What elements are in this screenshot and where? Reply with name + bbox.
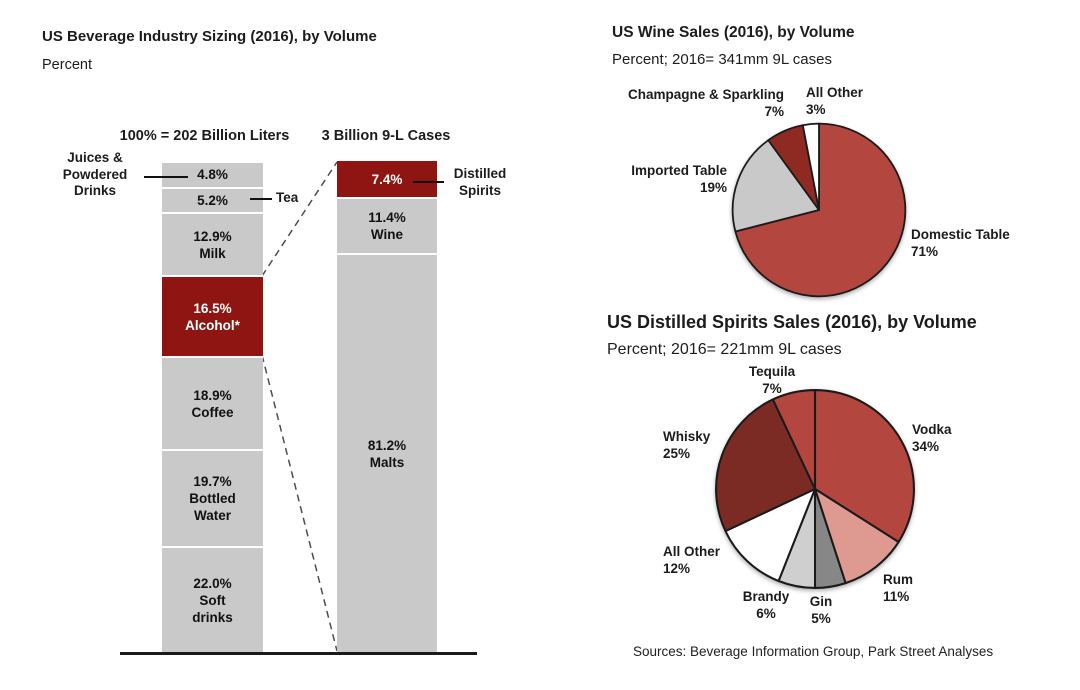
slice-name: Domestic Table bbox=[911, 227, 1010, 242]
label-line: Juices & bbox=[67, 150, 123, 165]
connector-tea bbox=[250, 198, 272, 200]
stacked-bar-total-beverage bbox=[162, 163, 263, 654]
slice-pct: 12% bbox=[663, 561, 691, 576]
label-line: Distilled bbox=[453, 166, 507, 181]
segment-pct-label: 81.2% bbox=[367, 438, 407, 454]
slice-pct: 11% bbox=[883, 589, 910, 604]
bar-segment-alcohol bbox=[162, 275, 263, 356]
spirits-label-vodka bbox=[912, 421, 952, 455]
wine-pie-subtitle: Percent; 2016= 341mm 9L cases bbox=[612, 51, 832, 68]
slice-pct: 25% bbox=[663, 446, 691, 461]
segment-pct-label: 11.4% bbox=[368, 210, 406, 226]
wine-label-all-other bbox=[806, 84, 863, 118]
spirits-label-gin bbox=[801, 593, 841, 627]
spirits-label-tequila bbox=[742, 363, 802, 397]
label-distilled-spirits bbox=[446, 166, 514, 199]
segment-name-label: Water bbox=[193, 508, 231, 524]
slice-name: Vodka bbox=[912, 422, 952, 437]
slice-pct: 7% bbox=[762, 381, 782, 396]
slice-pct: 7% bbox=[764, 104, 784, 119]
slice-name: Tequila bbox=[748, 364, 796, 379]
slice-name: All Other bbox=[806, 85, 864, 100]
bar-segment-coffee bbox=[162, 356, 263, 449]
segment-name-label: Malts bbox=[369, 455, 405, 471]
segment-pct-label: 7.4% bbox=[371, 171, 403, 187]
wine-label-domestic-table bbox=[911, 226, 1010, 260]
segment-name-label: Bottled bbox=[189, 491, 236, 507]
connector-juices bbox=[144, 176, 188, 178]
dashed-line-top bbox=[262, 162, 337, 276]
spirits-label-all-other bbox=[663, 543, 720, 577]
bar-column-header-cases: 3 Billion 9-L Cases bbox=[321, 128, 451, 144]
bar-segment-milk bbox=[162, 212, 263, 275]
axis-baseline bbox=[120, 652, 477, 655]
bar-segment-wine bbox=[337, 197, 437, 253]
bar-segment-bottled-water bbox=[162, 449, 263, 546]
slice-pct: 3% bbox=[806, 102, 826, 117]
stacked-bar-alcohol-detail bbox=[337, 161, 437, 653]
segment-pct-label: 12.9% bbox=[193, 228, 232, 244]
segment-pct-label: 4.8% bbox=[197, 167, 228, 183]
slice-pct: 71% bbox=[911, 244, 939, 259]
slice-pct: 34% bbox=[912, 439, 940, 454]
slice-name: Brandy bbox=[742, 589, 790, 604]
segment-name-label: Soft bbox=[199, 593, 226, 609]
slice-name: Imported Table bbox=[631, 163, 727, 178]
spirits-label-brandy bbox=[737, 588, 795, 622]
bar-segment-tea bbox=[162, 187, 263, 213]
slice-pct: 5% bbox=[811, 611, 831, 626]
segment-pct-label: 5.2% bbox=[197, 192, 228, 208]
bar-segment-malts bbox=[337, 253, 437, 653]
segment-name-label: Milk bbox=[199, 245, 226, 261]
bar-chart-title: US Beverage Industry Sizing (2016), by Volume bbox=[42, 28, 377, 45]
spirits-label-rum bbox=[883, 571, 913, 605]
segment-name-label: Coffee bbox=[191, 404, 234, 420]
segment-name-label: Alcohol* bbox=[185, 317, 240, 333]
wine-label-imported-table bbox=[607, 162, 727, 196]
label-line: Powdered bbox=[62, 166, 128, 182]
label-juices-powdered-drinks bbox=[44, 150, 146, 200]
bar-column-header-liters: 100% = 202 Billion Liters bbox=[119, 128, 290, 144]
connector-distilled-spirits bbox=[413, 181, 444, 183]
slice-pct: 6% bbox=[756, 606, 776, 621]
spirits-pie-subtitle: Percent; 2016= 221mm 9L cases bbox=[607, 341, 842, 358]
wine-label-champagne-sparkling bbox=[597, 86, 784, 120]
segment-pct-label: 19.7% bbox=[193, 474, 232, 490]
slice-pct: 19% bbox=[699, 180, 727, 195]
slice-name: Whisky bbox=[663, 429, 711, 444]
label-line: Spirits bbox=[458, 182, 501, 198]
label-tea: Tea bbox=[276, 190, 299, 205]
slice-name: Rum bbox=[883, 572, 913, 587]
segment-name-label: drinks bbox=[192, 610, 233, 626]
bar-segment-juices-powdered-drinks bbox=[162, 163, 263, 187]
bar-segment-distilled-spirits bbox=[337, 161, 437, 197]
segment-pct-label: 16.5% bbox=[193, 300, 232, 316]
dashed-line-bottom bbox=[262, 355, 337, 651]
wine-pie-chart bbox=[730, 121, 908, 299]
slice-name: Champagne & Sparkling bbox=[627, 87, 784, 102]
bar-segment-soft-drinks bbox=[162, 546, 263, 654]
segment-name-label: Wine bbox=[370, 227, 404, 243]
sources-note: Sources: Beverage Information Group, Park Street Analyses bbox=[633, 644, 994, 659]
segment-pct-label: 18.9% bbox=[193, 387, 232, 403]
segment-pct-label: 22.0% bbox=[193, 576, 232, 592]
spirits-pie-title: US Distilled Spirits Sales (2016), by Volume bbox=[607, 312, 977, 332]
spirits-pie-chart bbox=[713, 387, 917, 591]
wine-pie-title: US Wine Sales (2016), by Volume bbox=[612, 24, 855, 41]
bar-chart-subtitle: Percent bbox=[42, 57, 92, 73]
slice-name: Gin bbox=[809, 594, 833, 609]
slice-name: All Other bbox=[663, 544, 721, 559]
spirits-label-whisky bbox=[663, 428, 710, 462]
label-line: Drinks bbox=[73, 183, 117, 198]
